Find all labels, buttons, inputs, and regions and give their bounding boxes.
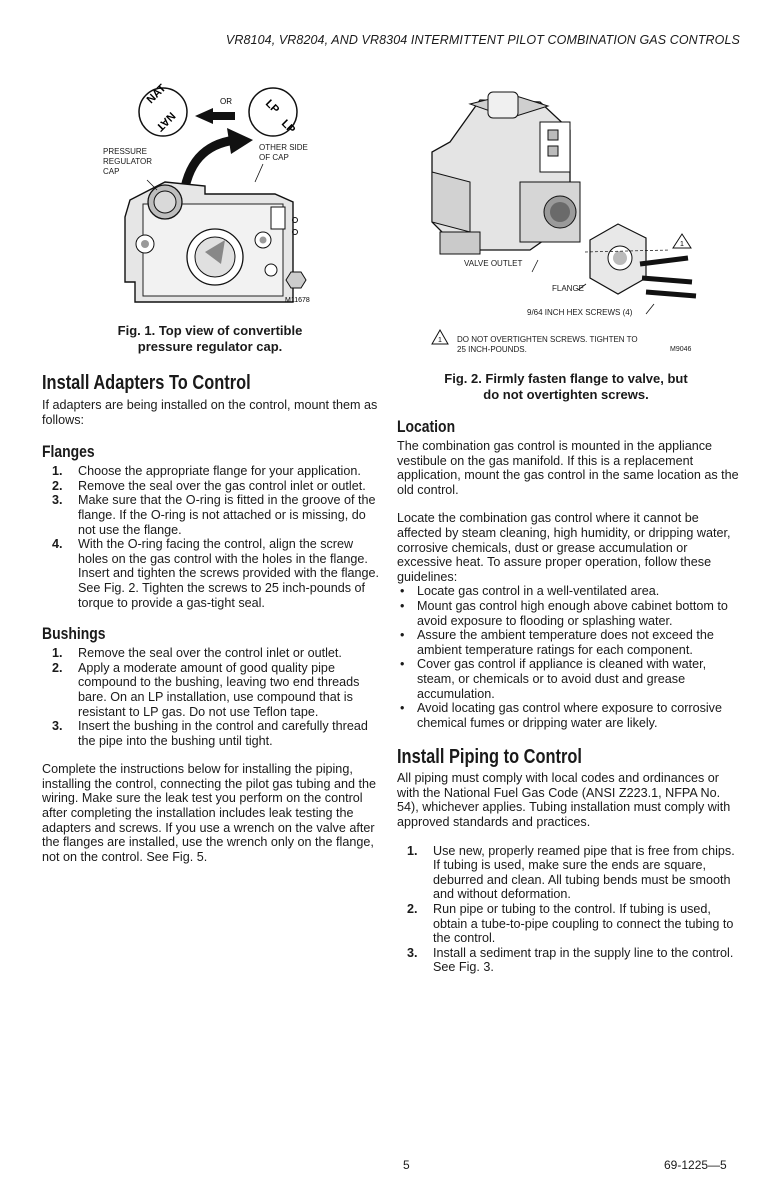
list-item: 1. Use new, properly reamed pipe that is free from chips. If tubing is used, make sure the ends are square, deburred and clean. All tubing bends must be smooth and without deformation. xyxy=(407,843,735,902)
fig2-caption-line-2: do not overtighten screws. xyxy=(483,387,649,402)
guidelines-list xyxy=(397,584,740,730)
figure-1-drawing xyxy=(95,82,320,314)
left-column xyxy=(42,372,382,864)
list-item: • Mount gas control high enough above cabinet bottom to avoid exposure to flooding or splashing water. xyxy=(397,599,740,628)
fig2-marker: 1 xyxy=(680,241,684,248)
list-item: 4. With the O-ring facing the control, align the screw holes on the gas control with the holes in the flange. Insert and tighten the screws provided with the flange. See Fig. 2. Tighten the screws to 25 inch-pounds of torque to provide a gas-tight seal. xyxy=(52,537,380,610)
location-paragraph-2: Locate the combination gas control where it cannot be affected by steam cleaning, high humidity, or dripping water, corrosive chemicals, dust or grease accumulation or excessive heat. To assure proper operation, follow these guidelines: xyxy=(397,511,731,584)
document-number: 69-1225—5 xyxy=(664,1158,727,1172)
piping-steps-list xyxy=(397,844,740,975)
flange-label: FLANGE xyxy=(552,284,585,293)
list-item: • Cover gas control if appliance is cleaned with water, steam, or chemicals or to avoid dust and grease accumulation. xyxy=(397,657,740,701)
install-piping-heading: Install Piping to Control xyxy=(397,746,582,769)
install-adapters-heading: Install Adapters To Control xyxy=(42,372,251,394)
pressure-label-line-1: PRESSURE xyxy=(103,147,148,156)
list-item: • Avoid locating gas control where exposure to corrosive chemical fumes or dripping water are likely. xyxy=(397,701,740,730)
figure-2-illustration xyxy=(410,82,710,360)
bushings-heading: Bushings xyxy=(42,624,106,644)
list-item: 3. Install a sediment trap in the supply line to the control. See Fig. 3. xyxy=(407,945,734,975)
fig1-code: M11678 xyxy=(285,297,310,304)
pressure-label-line-2: REGULATOR xyxy=(103,157,153,166)
fig2-code: M9046 xyxy=(670,346,692,353)
nat-text-b: NAT xyxy=(153,109,178,134)
lp-text-b: LP xyxy=(278,117,298,137)
adapters-intro: If adapters are being installed on the control, mount them as follows: xyxy=(42,398,378,427)
figure-2-drawing xyxy=(410,82,710,360)
list-item: • Assure the ambient temperature does not exceed the ambient temperature ratings for each component. xyxy=(397,628,740,657)
note-line-2: 25 INCH-POUNDS. xyxy=(457,345,527,354)
list-item: 3. Make sure that the O-ring is fitted in the groove of the flange. If the O-ring is not attached or is missing, do not use the flange. xyxy=(52,493,376,537)
valve-outlet-label: VALVE OUTLET xyxy=(464,259,523,268)
list-item: 3. Insert the bushing in the control and carefully thread the pipe into the bushing until tight. xyxy=(52,719,368,748)
list-item: 1. Remove the seal over the control inlet or outlet. xyxy=(52,646,342,661)
closing-paragraph: Complete the instructions below for installing the piping, installing the control, connecting the pilot gas tubing and the wiring. Make sure the leak test you perform on the control after completing the installation includes leak testing the adapters and screws. If you use a wrench on the valve after the flanges are installed, use the wrench only on the flange, not on the control. See Fig. 5. xyxy=(42,762,376,864)
screws-label: 9/64 INCH HEX SCREWS (4) xyxy=(527,308,633,317)
piping-paragraph: All piping must comply with local codes and ordinances or with the National Fuel Gas Code (ANSI Z223.1, NFPA No. 54), whichever applies. Tubing installation must comply with approved standards and practices. xyxy=(397,771,731,830)
overtighten-note xyxy=(457,335,638,355)
other-side-line-2: OF CAP xyxy=(259,153,289,162)
other-side-label xyxy=(259,143,308,163)
figure-1-caption xyxy=(80,323,340,355)
list-item: 2. Run pipe or tubing to the control. If tubing is used, obtain a tube-to-pipe coupling to connect the tubing to the control. xyxy=(407,902,734,946)
list-item: 2. Apply a moderate amount of good quality pipe compound to the bushing, leaving two end threads bare. On an LP installation, use compound that is resistant to LP gas. Do not use Teflon tape. xyxy=(52,660,360,719)
or-label: OR xyxy=(220,97,232,106)
flanges-heading: Flanges xyxy=(42,442,95,462)
fig2-caption-line-1: Fig. 2. Firmly fasten flange to valve, but xyxy=(444,371,688,386)
lp-text-a: LP xyxy=(262,97,282,117)
figure-1-illustration xyxy=(95,82,320,314)
pressure-label-line-3: CAP xyxy=(103,167,120,176)
list-item: • Locate gas control in a well-ventilated area. xyxy=(397,584,740,599)
page-number: 5 xyxy=(403,1158,410,1172)
location-paragraph-1: The combination gas control is mounted in the appliance vestibule on the gas manifold. If this is a replacement application, mount the gas control in the same location as the old control. xyxy=(397,439,739,497)
flanges-list xyxy=(42,464,382,610)
nat-text-a: NAT xyxy=(144,82,169,107)
page-header: VR8104, VR8204, AND VR8304 INTERMITTENT PILOT COMBINATION GAS CONTROLS xyxy=(225,33,740,47)
figure-2-caption xyxy=(420,371,712,403)
fig1-caption-line-1: Fig. 1. Top view of convertible xyxy=(117,323,303,338)
location-heading: Location xyxy=(397,417,456,436)
note-marker: 1 xyxy=(438,337,442,344)
right-column xyxy=(397,417,740,975)
right-arrow-icon xyxy=(195,108,235,124)
curved-arrow-icon xyxy=(227,128,253,154)
fig1-caption-line-2: pressure regulator cap. xyxy=(137,339,283,354)
pressure-regulator-label xyxy=(103,147,152,177)
other-side-line-1: OTHER SIDE xyxy=(259,143,308,152)
list-item: 2. Remove the seal over the gas control inlet or outlet. xyxy=(52,478,366,493)
bushings-list xyxy=(42,646,382,748)
list-item: 1. Choose the appropriate flange for your application. xyxy=(52,464,361,479)
note-line-1: DO NOT OVERTIGHTEN SCREWS. TIGHTEN TO xyxy=(457,335,638,344)
